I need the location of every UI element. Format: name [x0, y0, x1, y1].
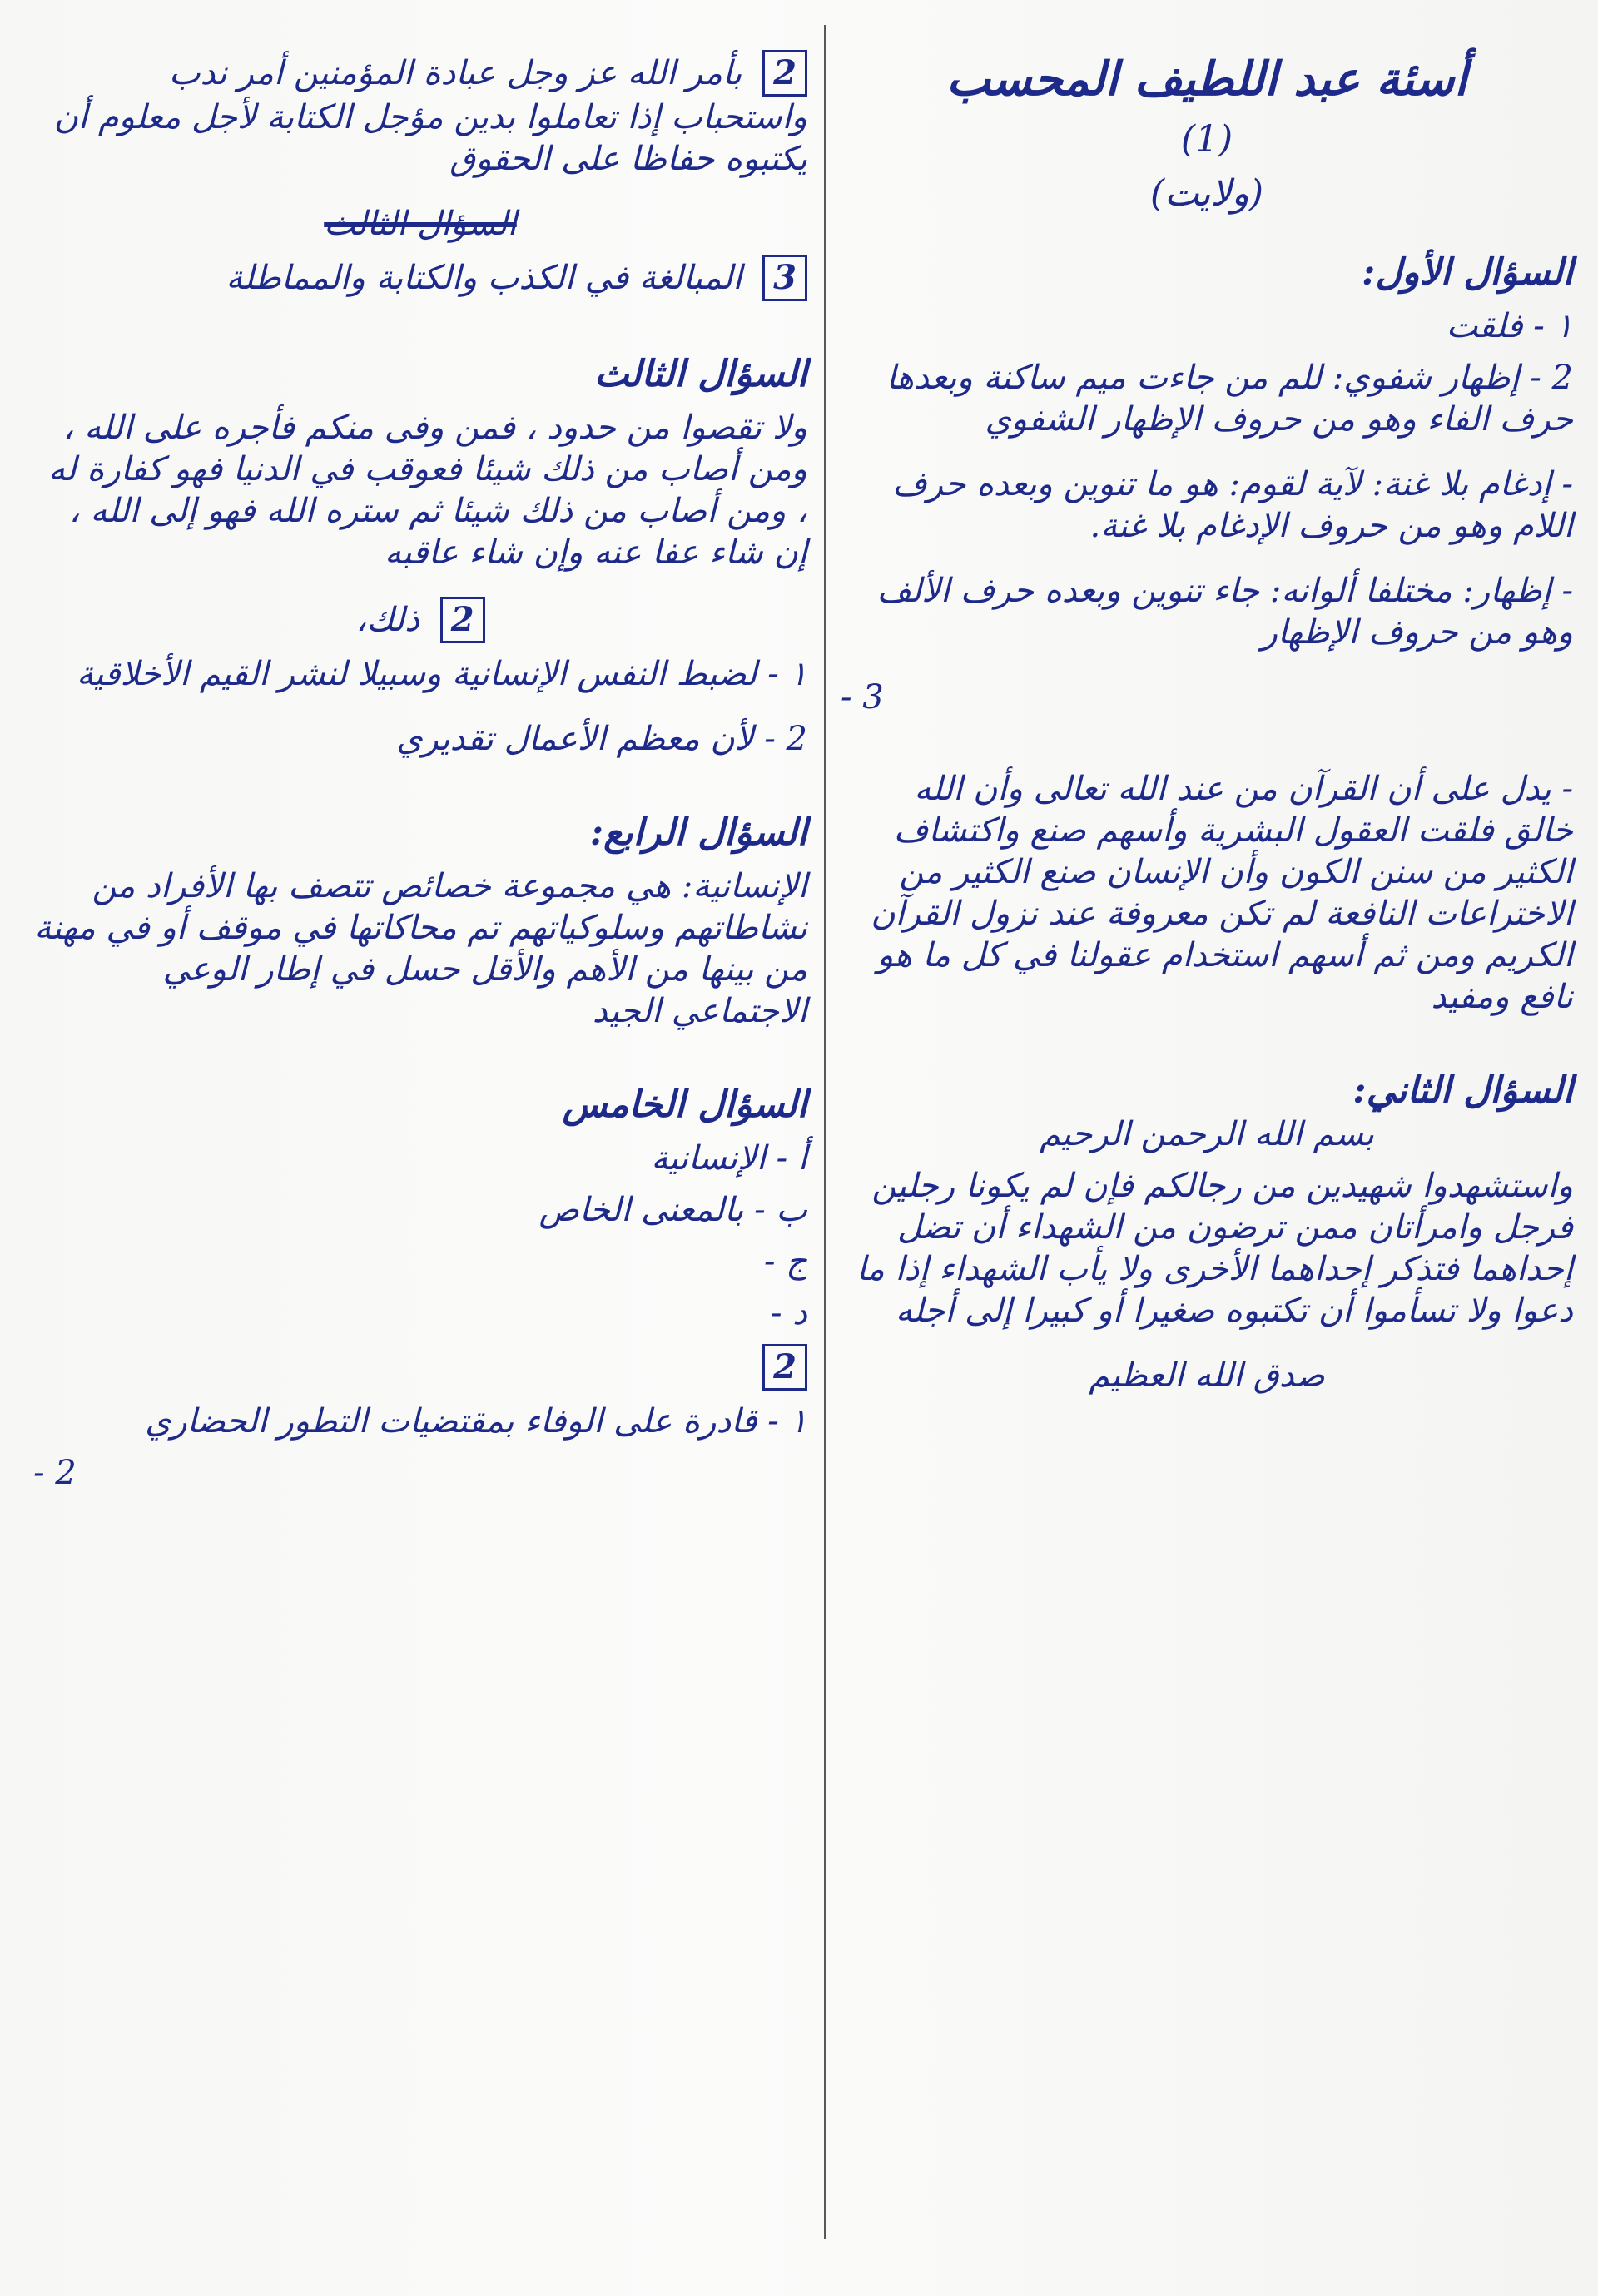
q1-item5: - 3 [841, 678, 884, 717]
part3-text: المبالغة في الكذب والكتابة والمماطلة [226, 259, 742, 297]
crossed-out-text: السؤال الثالث [324, 205, 517, 243]
answer-box-2c: 2 [762, 1344, 807, 1391]
left-column [33, 50, 807, 1494]
q1-item4: - إظهار: مختلفا ألوانه: جاء تنوين وبعده حرف الألف وهو من حروف الإظهار [876, 572, 1573, 652]
q3-item1: ١ - لضبط النفس الإنسانية وسبيلا لنشر القيم الأخلاقية [76, 655, 807, 693]
q4-text: الإنسانية: هي مجموعة خصائص تتصف بها الأفراد من نشاطاتهم وسلوكياتهم تم محاكاتها في موقف أو في مهنة من بينها من الأهم والأقل حسل في إطار الوعي الاجتماعي الجيد [34, 867, 807, 1030]
basmala: بسم الله الرحمن الرحيم [1039, 1115, 1375, 1153]
page-number: (1) [1180, 118, 1233, 161]
answer-box-2b: 2 [440, 597, 485, 643]
part2-text: بأمر الله عز وجل عبادة المؤمنين أمر ندب واستحباب إذا تعاملوا بدين مؤجل الكتابة لأجل معلوم أن يكتبوه حفاظا على الحقوق [53, 54, 807, 178]
part3-answer [33, 255, 807, 301]
q5-b: ب - بالمعنى الخاص [538, 1191, 807, 1229]
q5-box-row [33, 1344, 807, 1391]
q3-box-label: ذلك، [355, 601, 420, 639]
right-column [841, 50, 1573, 1396]
part2-answer [33, 50, 807, 180]
q1-item3: - إدغام بلا غنة: لآية لقوم: هو ما تنوين وبعده حرف اللام وهو من حروف الإدغام بلا غنة. [892, 465, 1573, 545]
q1-item1: ١ - فلقت [1446, 307, 1573, 345]
answer-box-2: 2 [762, 50, 807, 97]
q5-c: ج - [763, 1242, 807, 1281]
q2-heading: السؤال الثاني: [1352, 1069, 1573, 1112]
column-divider [824, 25, 826, 2239]
verse-closing: صدق الله العظيم [1089, 1356, 1325, 1395]
q5-d: د - [770, 1294, 807, 1332]
answer-box-3: 3 [762, 255, 807, 301]
q1-item2: 2 - إظهار شفوي: للم من جاءت ميم ساكنة وبعدها حرف الفاء وهو من حروف الإظهار الشفوي [886, 359, 1573, 439]
q5-item2: - 2 [33, 1454, 77, 1492]
q5-heading: السؤال الخامس [562, 1084, 807, 1126]
q3-item2: 2 - لأن معظم الأعمال تقديري [396, 720, 807, 758]
page-subtitle: (ولايت) [1149, 172, 1264, 215]
quran-verse: واستشهدوا شهيدين من رجالكم فإن لم يكونا رجلين فرجل وامرأتان ممن ترضون من الشهداء أن تضل إحداهما فتذكر إحداهما الأخرى ولا يأب الشهداء إذا ما دعوا ولا تسأموا أن تكتبوه صغيرا أو كبيرا إلى أجله [856, 1167, 1573, 1330]
q3-heading: السؤال الثالث [593, 353, 807, 395]
q1-heading: السؤال الأول: [1362, 251, 1573, 294]
q3-box-row [33, 597, 807, 643]
q5-a: أ - الإنسانية [651, 1139, 807, 1178]
q3-hadith: ولا تقصوا من حدود ، فمن وفى منكم فأجره على الله ، ومن أصاب من ذلك شيئا فعوقب في الدنيا فهو كفارة له ، ومن أصاب من ذلك شيئا ثم ستره الله فهو إلى الله ، إن شاء عفا عنه وإن شاء عاقبه [48, 409, 807, 572]
q5-item1: ١ - قادرة على الوفاء بمقتضيات التطور الحضاري [145, 1402, 807, 1441]
q1-item6: - يدل على أن القرآن من عند الله تعالى وأن الله خالق فلقت العقول البشرية وأسهم صنع واكتشاف الكثير من سنن الكون وأن الإنسان صنع الكثير من الاختراعات النافعة لم تكن معروفة عند نزول القرآن الكريم ومن ثم أسهم استخدام عقولنا في كل ما هو نافع ومفيد [871, 770, 1573, 1016]
page-title: أسئة عبد اللطيف المحسب [946, 52, 1467, 107]
q4-heading: السؤال الرابع: [589, 811, 807, 854]
